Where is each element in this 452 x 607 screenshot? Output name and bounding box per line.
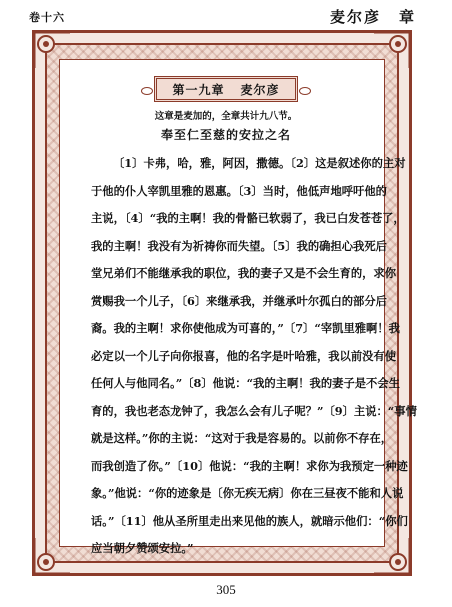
page-number: 305 (216, 582, 236, 597)
text-line: 象。”他说：“你的迹象是〔你无疾无病〕你在三昼夜不能和人说 (91, 486, 404, 500)
text-line: 话。”〔11〕他从圣所里走出来见他的族人，就暗示他们：“你们 (91, 513, 408, 528)
running-title (330, 6, 416, 27)
text-line: 裔。我的主啊！求你使他成为可喜的，”〔7〕“宰凯里雅啊！我 (91, 321, 400, 335)
running-title-name: 麦尔彦 (329, 8, 381, 26)
text-line: 赏赐我一个儿子，〔6〕来继承我，并继承叶尔孤白的部分后 (91, 293, 387, 308)
text-line: 育的，我也老态龙钟了，我怎么会有儿子呢？”〔9〕主说：“事情 (91, 403, 417, 418)
basmala-heading: 奉至仁至慈的安拉之名 (160, 128, 291, 142)
text-line: 于他的仆人宰凯里雅的恩惠。〔3〕当时，他低声地呼吁他的 (91, 183, 387, 198)
verse-body (91, 150, 417, 563)
chapter-intro-note: 这章是麦加的，全章共计九八节。 (154, 111, 298, 122)
text-line: 我的主啊！我没有为祈祷你而失望。〔5〕我的确担心我死后 (91, 238, 387, 253)
running-head (0, 0, 452, 32)
chapter-name: 麦尔彦 (240, 82, 280, 97)
chapter-number: 第一九章 (172, 82, 225, 97)
running-title-word: 章 (398, 8, 416, 26)
volume-label: 卷十六 (29, 11, 65, 24)
text-line: 应当朝夕赞颂安拉。” (91, 541, 194, 555)
text-line: 必定以一个儿子向你报喜，他的名字是叶哈雅，我以前没有使 (91, 348, 397, 363)
text-line: 而我创造了你。”〔10〕他说：“我的主啊！求你为我预定一种迹 (91, 458, 408, 473)
chapter-heading (154, 76, 298, 102)
text-line: 堂兄弟们不能继承我的职位，我的妻子又是不会生育的，求你 (91, 266, 397, 280)
text-line: 任何人与他同名。”〔8〕他说：“我的主啊！我的妻子是不会生 (91, 376, 400, 390)
text-line: 主说，〔4〕“我的主啊！我的骨骼已软弱了，我已白发苍苍了， (91, 211, 405, 225)
text-line: 就是这样。”你的主说：“这对于我是容易的。以前你不存在， (91, 431, 393, 445)
text-line: 〔1〕卡弗，哈，雅，阿因，撒德。〔2〕这是叙述你的主对 (113, 156, 406, 170)
